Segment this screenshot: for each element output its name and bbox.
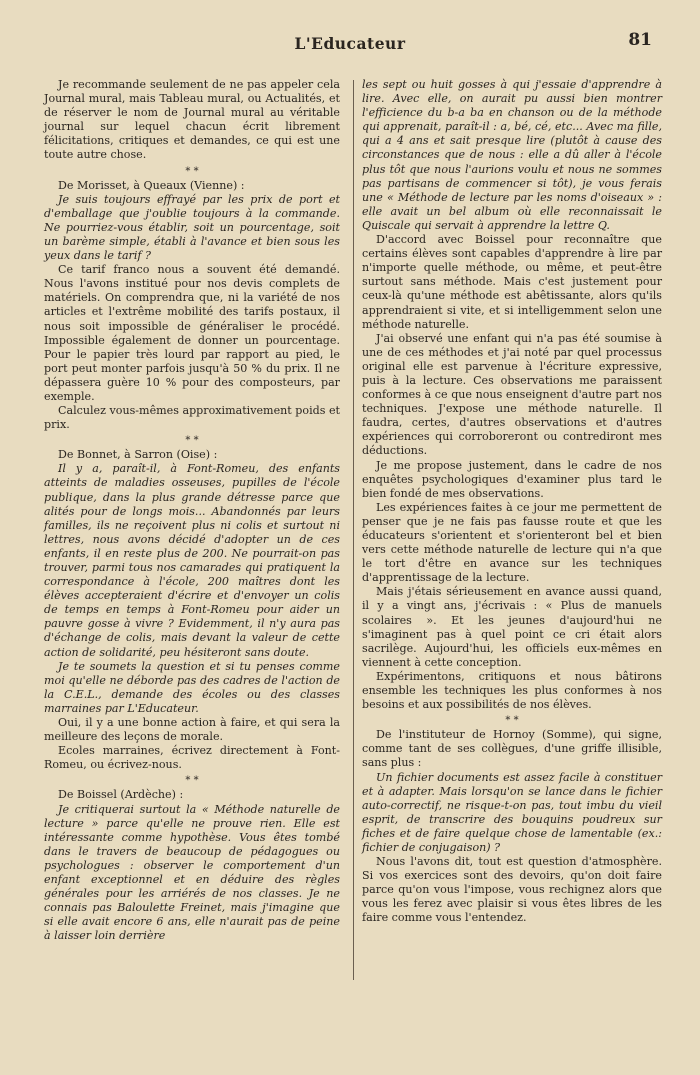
bonnet-quote-2: Je te soumets la question et si tu penses comme moi qu'elle ne déborde pas des cadres de l'action de la C.E.L., demande des écoles ou des classes marraines par L'Educateur. — [44, 659, 340, 715]
section-separator: * * — [505, 715, 519, 727]
morisset-reply-2: Calculez vous-mêmes approximativement poids et prix. — [44, 404, 340, 432]
boissel-quote: Je critiquerai surtout la « Méthode naturelle de lecture » parce qu'elle ne prouve rien. Elle est intéressante comme hypothèse. Vous êtes tombé dans le travers de beaucoup de pédagogues ou psychologues : observer le comportement d'un enfant exceptionnel et en déduire des règles générales pour les arriérés de nos classes. Je ne connais pas Baloulette Freinet, mais j'imagine que si elle avait encore 6 ans, elle n'aurait pas de peine à laisser loin derrière — [44, 802, 340, 943]
hornoy-reply: Nous l'avons dit, tout est question d'atmosphère. Si vos exercices sont des devoirs, qu'on doit faire parce qu'on vous l'impose, vous rechignez alors que vous les ferez avec plaisir si vous êtes libres de les faire comme vous l'entendez. — [362, 855, 662, 925]
page-number: 81 — [628, 30, 652, 50]
reply-paragraph-2: J'ai observé une enfant qui n'a pas été soumise à une de ces méthodes et j'ai noté par quel processus original elle est parvenue à l'écriture expressive, puis à la lecture. Ces observations me paraissent conformes à ce que nous enseignent d'autre part nos techniques. J'expose une méthode naturelle. Il faudra, certes, d'autres observations et d'autres expériences qui corroboreront ou contrediront mes déductions. — [362, 331, 662, 458]
section-separator: * * — [185, 165, 199, 177]
journal-title: L'Educateur — [294, 34, 406, 53]
bonnet-header: De Bonnet, à Sarron (Oise) : — [58, 448, 218, 462]
hornoy-header: De l'instituteur de Hornoy (Somme), qui signe, comme tant de ses collègues, d'une griffe illisible, sans plus : — [362, 728, 662, 770]
reply-paragraph-1: D'accord avec Boissel pour reconnaître que certains élèves sont capables d'apprendre à lire par n'importe quelle méthode, ou même, et peut-être surtout sans méthode. Mais c'est justement pour ceux-là qu'une méthode est abêtissante, alors qu'ils apprendraient si vite, et si intelligemment selon une méthode naturelle. — [362, 233, 662, 331]
hornoy-quote: Un fichier documents est assez facile à constituer et à adapter. Mais lorsqu'on se lance dans le fichier auto-correctif, ne risque-t-on pas, tout imbu du vieil esprit, de transcrire des bouquins poudreux sur fiches et de faire quelque chose de lamentable (ex.: fichier de conjugaison) ? — [362, 770, 662, 854]
right-column — [362, 78, 662, 926]
morisset-quote: Je suis toujours effrayé par les prix de port et d'emballage que j'oublie toujours à la commande. Ne pourriez-vous établir, soit un pourcentage, soit un barème simple, établi à l'avance et bien sous les yeux dans le tarif ? — [44, 192, 340, 263]
boissel-quote-continued: les sept ou huit gosses à qui j'essaie d'apprendre à lire. Avec elle, on aurait pu aussi bien montrer l'efficience du b-a ba en chanson ou de la méthode qui apprenait, paraît-il : a, bé, cé, etc... Avec ma fille, qui a 4 ans et sait presque lire (plutôt à cause des circonstances que de nous : elle a dû aller à l'école plus tôt que nous l'aurions voulu et nous ne sommes pas partisans de commencer si tôt), je vous ferais une « Méthode de lecture par les noms d'oiseaux » : elle avait un bel album où elle reconnaissait le Quiscale qui servait à apprendre la lettre Q. — [362, 78, 662, 232]
bonnet-reply: Oui, il y a une bonne action à faire, et qui sera la meilleure des leçons de morale. — [44, 716, 340, 744]
column-divider — [353, 80, 354, 980]
morisset-header: De Morisset, à Queaux (Vienne) : — [58, 178, 245, 192]
reply-paragraph-5: Mais j'étais sérieusement en avance aussi quand, il y a vingt ans, j'écrivais : « Plus de manuels scolaires ». Et les jeunes d'aujourd'hui ne s'imaginent pas à quel point ce cri était alors sacrilège. Aujourd'hui, les officiels eux-mêmes en viennent à cette conception. — [362, 585, 662, 669]
page-header — [40, 30, 660, 56]
section-separator: * * — [185, 775, 199, 787]
reply-paragraph-6: Expérimentons, critiquons et nous bâtirons ensemble les techniques les plus conformes à nos besoins et aux possibilités de nos élèves. — [362, 669, 662, 712]
reply-paragraph-4: Les expériences faites à ce jour me permettent de penser que je ne fais pas fausse route et que les éducateurs s'orientent et s'orienteront bel et bien vers cette méthode naturelle de lecture qui n'a que le tort d'être en avance sur les techniques d'apprentissage de la lecture. — [362, 500, 662, 585]
left-column — [44, 78, 340, 943]
intro-paragraph: Je recommande seulement de ne pas appeler cela Journal mural, mais Tableau mural, ou Actualités, et de réserver le nom de Journal mural au véritable journal sur lequel chacun écrit librement félicitations, critiques et demandes, ce qui est une toute autre chose. — [44, 78, 340, 162]
bonnet-quote: Il y a, paraît-il, à Font-Romeu, des enfants atteints de maladies osseuses, pupilles de l'école publique, dans la plus grande détresse parce que alités pour de longs mois... Abandonnés par leurs familles, ils ne reçoivent plus ni colis et surtout ni lettres, nous avons décidé d'adopter un de ces enfants, il en reste plus de 200. Ne pourrait-on pas trouver, parmi tous nos camarades qui pratiquent la correspondance à l'école, 200 maîtres dont les élèves accepteraient d'écrire et d'envoyer un colis de temps en temps à Font-Romeu pour aider un pauvre gosse à vivre ? Evidemment, il n'y aura pas d'échange de colis, mais devant la valeur de cette action de solidarité, peu hésiteront sans doute. — [44, 462, 340, 659]
section-separator: * * — [185, 435, 199, 447]
bonnet-reply-2: Ecoles marraines, écrivez directement à Font-Romeu, ou écrivez-nous. — [44, 744, 340, 772]
boissel-header: De Boissel (Ardèche) : — [58, 788, 184, 802]
morisset-reply: Ce tarif franco nous a souvent été demandé. Nous l'avons institué pour nos devis complets de matériels. On comprendra que, ni la variété de nos articles et l'extrême mobilité des tarifs postaux, il nous soit impossible de généraliser le procédé. Impossible également de donner un pourcentage. Pour le papier très lourd par rapport au pied, le port peut monter parfois jusqu'à 50 % du prix. Il ne dépassera guère 10 % pour des composteurs, par exemple. — [44, 263, 340, 403]
reply-paragraph-3: Je me propose justement, dans le cadre de nos enquêtes psychologiques d'examiner plus tard le bien fondé de mes observations. — [362, 458, 662, 500]
